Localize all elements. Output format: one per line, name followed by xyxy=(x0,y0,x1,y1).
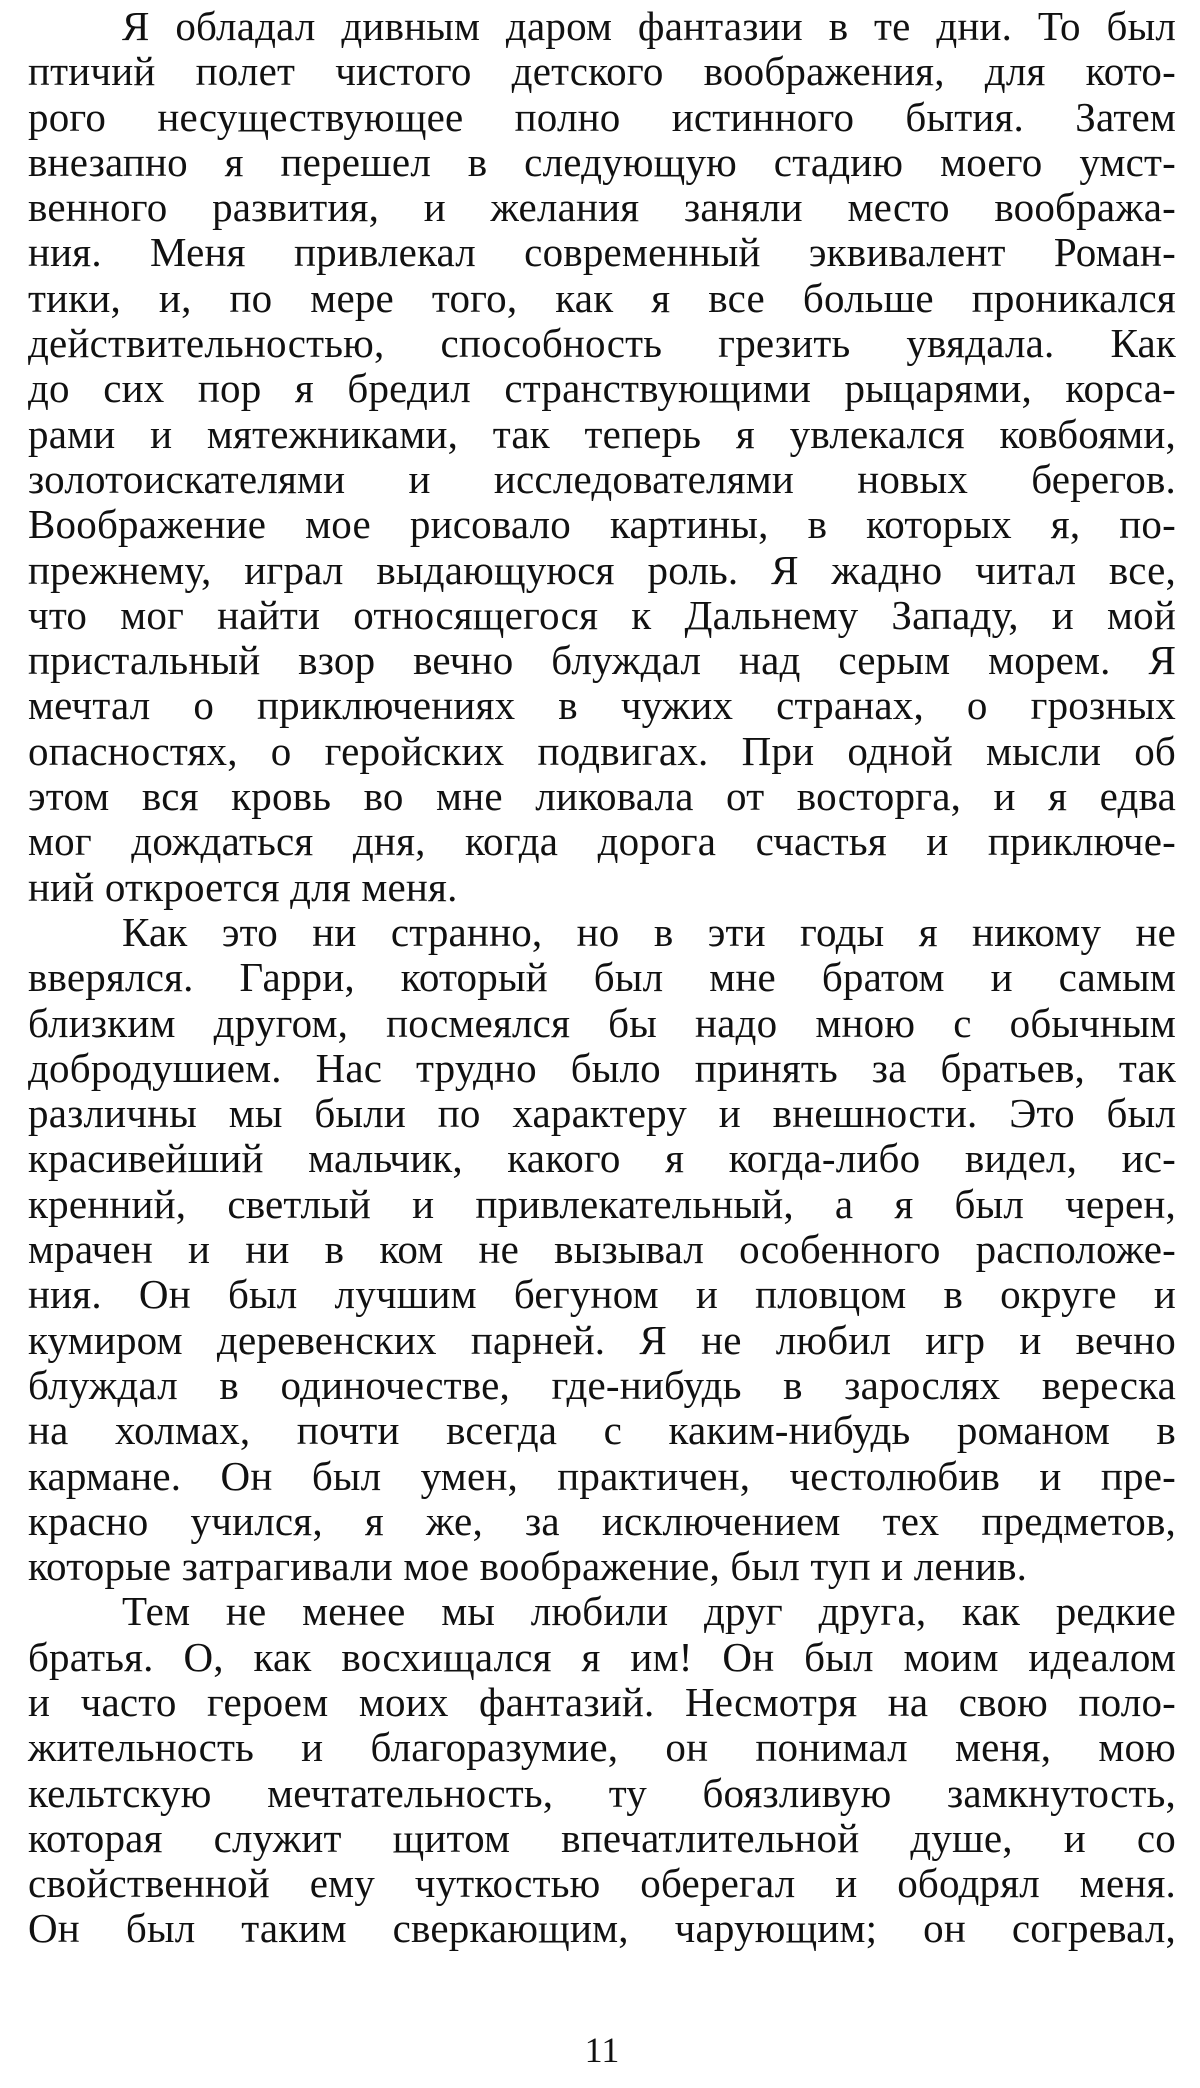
text-line: действительностью, способность грезить увядала. Как xyxy=(28,320,1176,367)
text-line: прежнему, играл выдающуюся роль. Я жадно читал все, xyxy=(28,546,1176,593)
text-line: ния. Он был лучшим бегуном и пловцом в округе и xyxy=(28,1271,1176,1318)
text-line: кармане. Он был умен, практичен, честолюбив и пре- xyxy=(28,1452,1176,1499)
text-line: которая служит щитом впечатлительной душе, и со xyxy=(28,1814,1176,1861)
text-line: красно учился, я же, за исключением тех предметов, xyxy=(28,1497,1176,1544)
text-line: братья. О, как восхищался я им! Он был моим идеалом xyxy=(28,1633,1176,1680)
text-line: красивейший мальчик, какого я когда-либо видел, ис- xyxy=(28,1135,1176,1182)
text-line: кумиром деревенских парней. Я не любил игр и вечно xyxy=(28,1316,1176,1363)
text-line: и часто героем моих фантазий. Несмотря на свою поло- xyxy=(28,1678,1176,1725)
text-line: венного развития, и желания заняли место вообража- xyxy=(28,184,1176,231)
text-line: различны мы были по характеру и внешности. Это был xyxy=(28,1090,1176,1137)
text-line: ний откроется для меня. xyxy=(28,863,458,910)
text-line: мрачен и ни в ком не вызывал особенного расположе- xyxy=(28,1226,1176,1273)
text-line: внезапно я перешел в следующую стадию моего умст- xyxy=(28,138,1176,185)
text-line: жительность и благоразумие, он понимал меня, мою xyxy=(28,1724,1176,1771)
text-line: блуждал в одиночестве, где-нибудь в зарослях вереска xyxy=(28,1361,1176,1408)
text-line: опасностях, о геройских подвигах. При одной мысли об xyxy=(28,727,1176,774)
paragraph xyxy=(28,910,1176,1589)
text-line: золотоискателями и исследователями новых берегов. xyxy=(28,455,1176,502)
text-line: Он был таким сверкающим, чарующим; он согревал, xyxy=(28,1905,1176,1952)
text-line: Воображение мое рисовало картины, в которых я, по- xyxy=(28,501,1176,548)
text-line: этом вся кровь во мне ликовала от восторга, и я едва xyxy=(28,773,1176,820)
text-line: на холмах, почти всегда с каким-нибудь романом в xyxy=(28,1407,1176,1454)
text-line: которые затрагивали мое воображение, был туп и ленив. xyxy=(28,1543,1028,1590)
text-line: кренний, светлый и привлекательный, а я был черен, xyxy=(28,1180,1176,1227)
text-line: рого несуществующее полно истинного бытия. Затем xyxy=(28,93,1176,140)
text-line: Тем не менее мы любили друг друга, как редкие xyxy=(122,1588,1176,1635)
text-line: что мог найти относящегося к Дальнему Западу, и мой xyxy=(28,591,1176,638)
book-page xyxy=(28,0,1176,2088)
text-line: птичий полет чистого детского воображения, для кото- xyxy=(28,48,1176,95)
text-line: свойственной ему чуткостью оберегал и ободрял меня. xyxy=(28,1860,1176,1907)
text-line: вверялся. Гарри, который был мне братом и самым xyxy=(28,954,1176,1001)
text-line: пристальный взор вечно блуждал над серым морем. Я xyxy=(28,637,1176,684)
text-line: Как это ни странно, но в эти годы я никому не xyxy=(122,908,1176,955)
text-line: рами и мятежниками, так теперь я увлекался ковбоями, xyxy=(28,410,1176,457)
paragraph xyxy=(28,1589,1176,1951)
text-line: Я обладал дивным даром фантазии в те дни. То был xyxy=(122,3,1176,49)
text-line: ния. Меня привлекал современный эквивалент Роман- xyxy=(28,229,1176,276)
text-line: мечтал о приключениях в чужих странах, о грозных xyxy=(28,682,1176,729)
text-line: мог дождаться дня, когда дорога счастья и приключе- xyxy=(28,818,1176,865)
text-line: кельтскую мечтательность, ту боязливую замкнутость, xyxy=(28,1769,1176,1816)
text-line: до сих пор я бредил странствующими рыцарями, корса- xyxy=(28,365,1176,412)
text-body xyxy=(28,4,1176,1952)
text-line: тики, и, по мере того, как я все больше проникался xyxy=(28,274,1176,321)
page-number: 11 xyxy=(584,2030,620,2070)
text-line: добродушием. Нас трудно было принять за братьев, так xyxy=(28,1044,1176,1091)
paragraph xyxy=(28,4,1176,910)
text-line: близким другом, посмеялся бы надо мною с обычным xyxy=(28,999,1176,1046)
